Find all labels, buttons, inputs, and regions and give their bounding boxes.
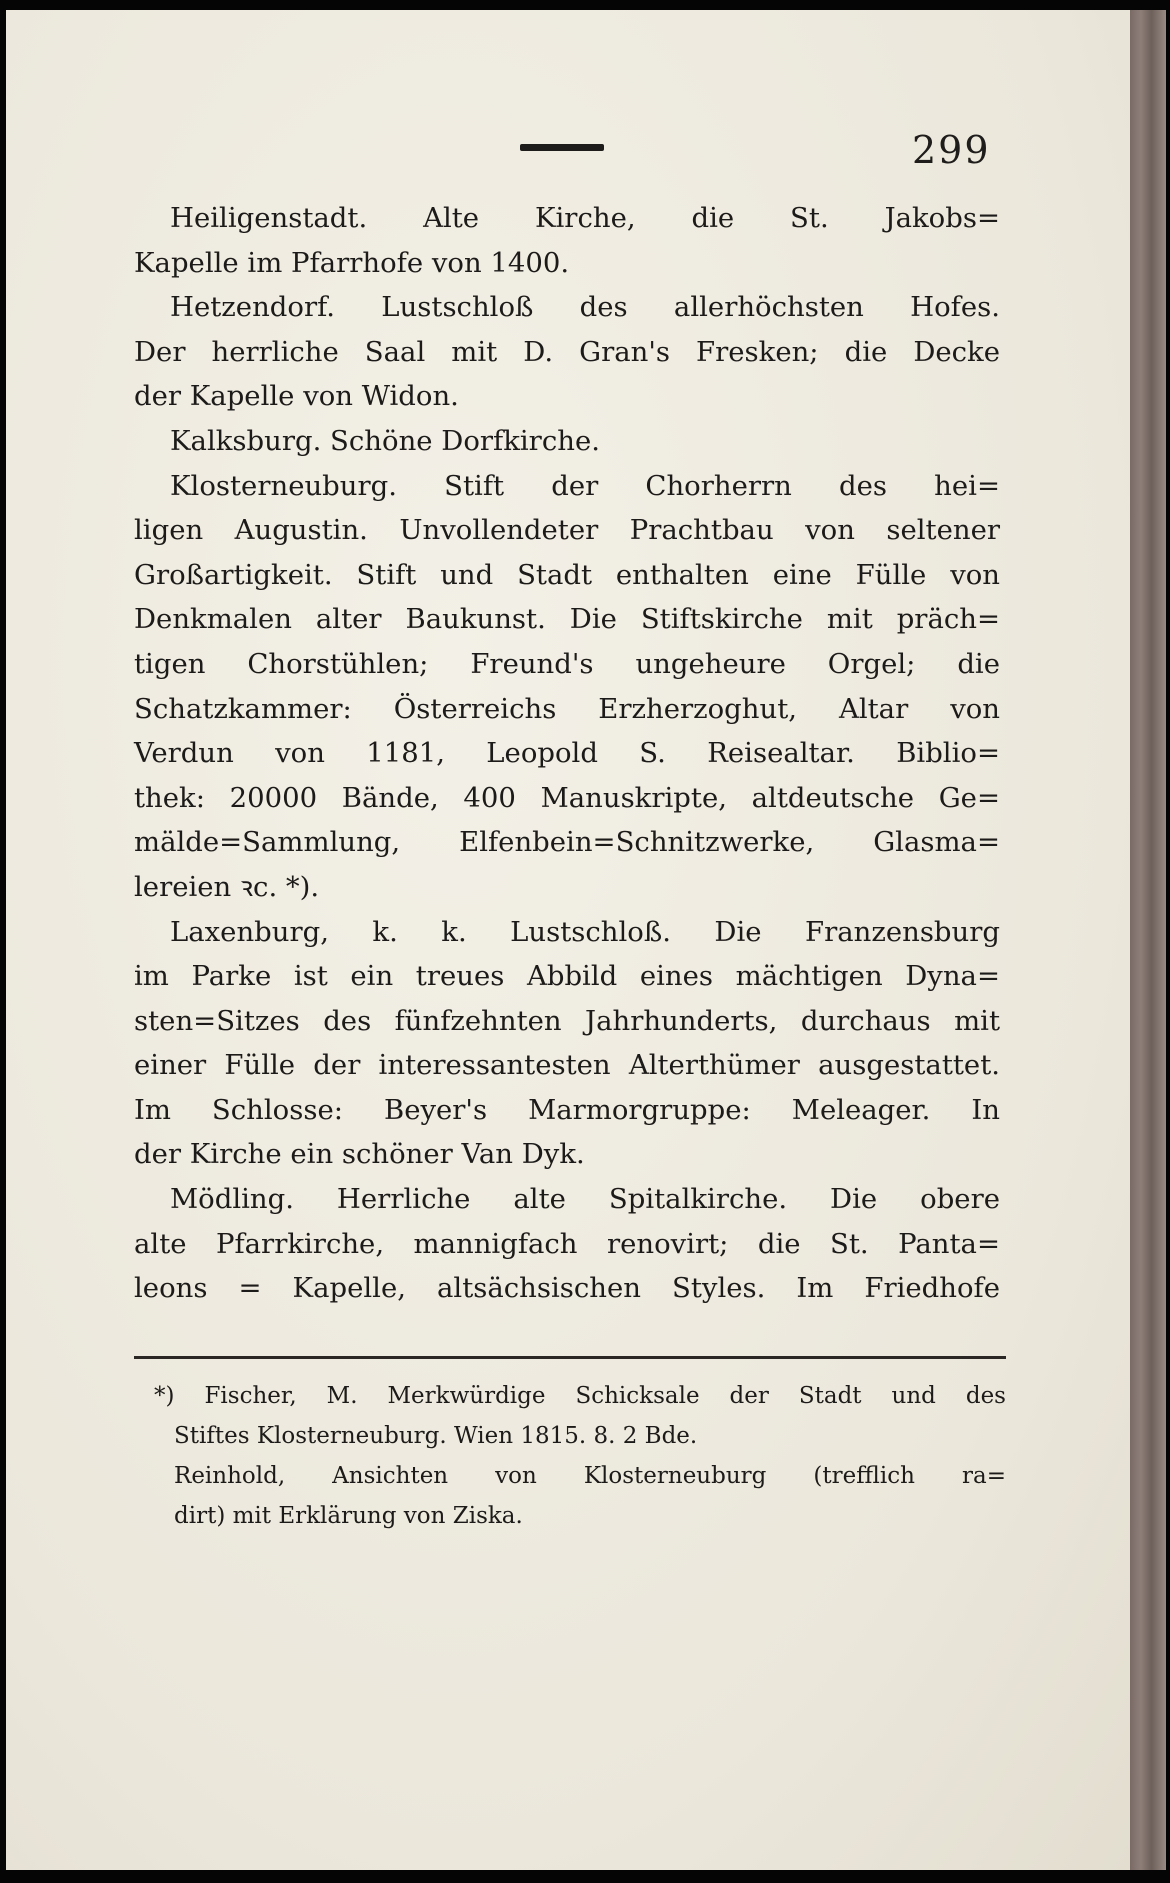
body-text bbox=[134, 196, 1000, 1311]
text-line: mälde=Sammlung, Elfenbein=Schnitzwerke, Glasma= bbox=[134, 826, 1000, 859]
text-line: Verdun von 1181, Leopold S. Reisealtar. Biblio= bbox=[134, 737, 1000, 770]
text-line: Heiligenstadt. Alte Kirche, die St. Jakobs= bbox=[170, 202, 1000, 234]
text-line: tigen Chorstühlen; Freund's ungeheure Orgel; die bbox=[134, 647, 1000, 680]
text-line: Großartigkeit. Stift und Stadt enthalten eine Fülle von bbox=[134, 558, 1000, 591]
text-line: ligen Augustin. Unvollendeter Prachtbau von seltener bbox=[134, 514, 1000, 547]
text-line: Denkmalen alter Baukunst. Die Stiftskirche mit präch= bbox=[134, 603, 1000, 636]
text-line: thek: 20000 Bände, 400 Manuskripte, altdeutsche Ge= bbox=[134, 781, 1000, 814]
text-line: Kapelle im Pfarrhofe von 1400. bbox=[134, 246, 570, 279]
footnote-line: *) Fischer, M. Merkwürdige Schicksale der Stadt und des bbox=[154, 1383, 1006, 1409]
footnote-line: Reinhold, Ansichten von Klosterneuburg (trefflich ra= bbox=[174, 1463, 1006, 1489]
page-number: 299 bbox=[912, 128, 991, 172]
footnote-divider bbox=[134, 1356, 1006, 1359]
footnote-line: dirt) mit Erklärung von Ziska. bbox=[174, 1503, 523, 1529]
footnote-line: Stiftes Klosterneuburg. Wien 1815. 8. 2 Bde. bbox=[174, 1423, 698, 1449]
text-line: Kalksburg. Schöne Dorfkirche. bbox=[170, 424, 600, 457]
text-line: der Kapelle von Widon. bbox=[134, 380, 459, 413]
text-line: sten=Sitzes des fünfzehnten Jahrhunderts, durchaus mit bbox=[134, 1004, 1000, 1037]
footnotes bbox=[154, 1376, 1006, 1536]
text-line: Im Schlosse: Beyer's Marmorgruppe: Meleager. In bbox=[134, 1093, 1000, 1126]
text-line: einer Fülle der interessantesten Alterthümer ausgestattet. bbox=[134, 1049, 1000, 1082]
text-line: alte Pfarrkirche, mannigfach renovirt; die St. Panta= bbox=[134, 1227, 1000, 1260]
text-line: der Kirche ein schöner Van Dyk. bbox=[134, 1138, 585, 1171]
text-line: Mödling. Herrliche alte Spitalkirche. Die obere bbox=[170, 1183, 1000, 1216]
text-line: Hetzendorf. Lustschloß des allerhöchsten Hofes. bbox=[170, 291, 1000, 324]
text-line: im Parke ist ein treues Abbild eines mächtigen Dyna= bbox=[134, 960, 1000, 993]
page-edge-stack bbox=[1130, 10, 1166, 1870]
text-line: Der herrliche Saal mit D. Gran's Fresken; die Decke bbox=[134, 335, 1000, 368]
text-line: lereien ꝛc. *). bbox=[134, 870, 320, 903]
text-line: Schatzkammer: Österreichs Erzherzoghut, Altar von bbox=[134, 692, 1000, 725]
text-line: Klosterneuburg. Stift der Chorherrn des hei= bbox=[170, 469, 1000, 502]
text-line: Laxenburg, k. k. Lustschloß. Die Franzensburg bbox=[170, 915, 1000, 948]
header-ornament-rule bbox=[520, 144, 604, 151]
text-line: leons = Kapelle, altsächsischen Styles. Im Friedhofe bbox=[134, 1272, 1000, 1305]
